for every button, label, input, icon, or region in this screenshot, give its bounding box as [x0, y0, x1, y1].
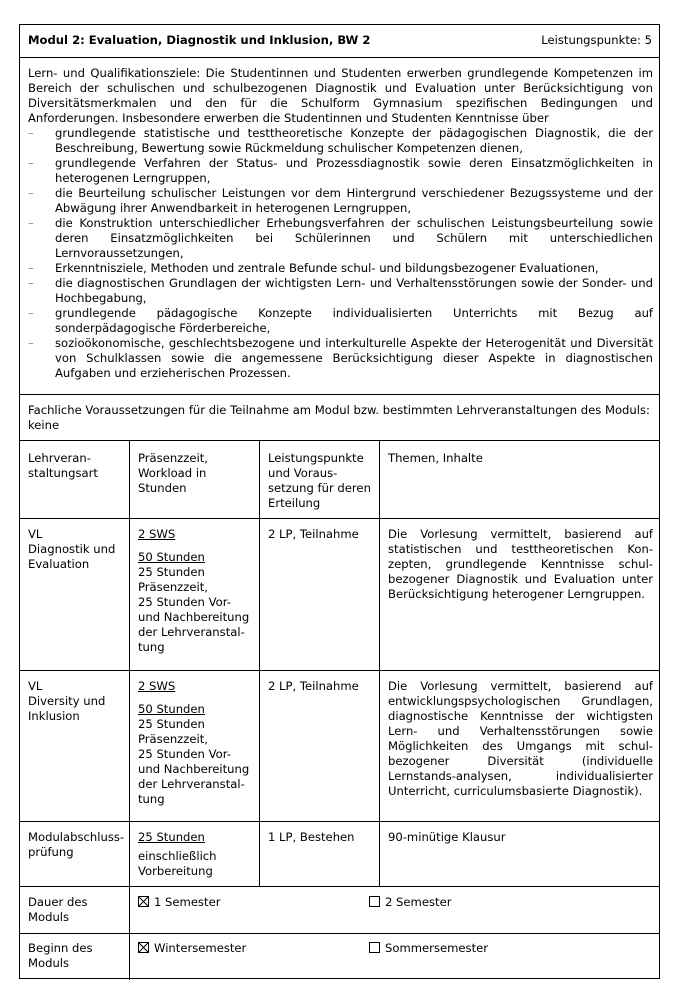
row2-content: Die Vorlesung vermittelt, basierend auf entwicklungspsychologischen Grundlagen, diagnostische Kenntnisse der wichtigsten Lern- und Verhaltensstörungen sowie Möglichkeiten des Umgangs mit schul-bezogener Diversität (individuelle Lernstands-analysen, individualisierter Unterricht, curriculumsbasierte Diagnostik). — [388, 679, 653, 798]
row1-credits: 2 LP, Teilnahme — [268, 527, 359, 541]
start-option-1-label: Wintersemester — [154, 941, 247, 955]
start-option-2[interactable] — [369, 941, 589, 956]
learning-goal-item — [28, 126, 653, 156]
learning-goal-item — [28, 216, 653, 261]
row3-workload — [138, 830, 260, 879]
learning-goal-item — [28, 186, 653, 216]
module-title: Modul 2: Evaluation, Diagnostik und Inklusion, BW 2 — [28, 33, 371, 47]
module-description-table — [19, 24, 660, 979]
learning-goal-item — [28, 336, 653, 381]
learning-goal-item — [28, 156, 653, 186]
row2-workload — [138, 679, 260, 807]
duration-option-1-checkbox[interactable] — [138, 896, 149, 907]
learning-goal-item — [28, 306, 653, 336]
learning-goal-text: Erkenntnisziele, Methoden und zentrale Befunde schul- und bildungsbezogener Evaluationen, — [55, 261, 599, 275]
header-course-type: Lehrveran- staltungsart — [28, 451, 98, 480]
row2-course-type: VL Diversity und Inklusion — [28, 679, 106, 723]
bullet-dash: – — [28, 336, 34, 350]
prerequisites — [28, 403, 653, 433]
row3-course-type: Modulabschluss- prüfung — [28, 830, 125, 859]
row1-workload — [138, 527, 260, 655]
row1-hours: 50 Stunden — [138, 550, 205, 564]
row3-hours-detail: einschließlich Vorbereitung — [138, 849, 217, 878]
row1-sws: 2 SWS — [138, 527, 176, 541]
duration-option-1-label: 1 Semester — [154, 895, 221, 909]
bullet-dash: – — [28, 306, 34, 320]
bullet-dash: – — [28, 216, 34, 230]
header-content: Themen, Inhalte — [388, 451, 483, 465]
header-credits: Leistungspunkte und Voraus- setzung für deren Erteilung — [268, 451, 371, 510]
start-option-1-checkbox[interactable] — [138, 942, 149, 953]
start-label: Beginn des Moduls — [28, 941, 93, 970]
header-workload: Präsenzzeit, Workload in Stunden — [138, 451, 208, 495]
start-option-2-label: Sommersemester — [385, 941, 489, 955]
learning-goal-text: die Beurteilung schulischer Leistungen vor dem Hintergrund verschiedener Bezugssysteme und der Abwägung ihrer Anwendbarkeit in heterogenen Lerngruppen, — [55, 186, 653, 215]
bullet-dash: – — [28, 156, 34, 170]
row2-credits: 2 LP, Teilnahme — [268, 679, 359, 693]
bullet-dash: – — [28, 261, 34, 275]
start-option-2-checkbox[interactable] — [369, 942, 380, 953]
duration-label: Dauer des Moduls — [28, 895, 88, 924]
learning-goal-text: die diagnostischen Grundlagen der wichtigsten Lern- und Verhaltensstörungen sowie der Sonder- und Hochbegabung, — [55, 276, 653, 305]
module-credits: Leistungspunkte: 5 — [541, 33, 652, 47]
row1-course-type: VL Diagnostik und Evaluation — [28, 527, 116, 571]
learning-goals — [28, 66, 653, 381]
row3-credits: 1 LP, Bestehen — [268, 830, 355, 844]
duration-option-1[interactable] — [138, 895, 358, 910]
row2-sws: 2 SWS — [138, 679, 176, 693]
prerequisites-label: Fachliche Voraussetzungen für die Teilnahme am Modul bzw. bestimmten Lehrveranstaltungen des Moduls: — [28, 403, 650, 417]
learning-goal-text: die Konstruktion unterschiedlicher Erhebungsverfahren der schulischen Leistungsbeurteilung sowie deren Einsatzmöglichkeiten bei Schülerinnen und Schülern mit unterschiedlichen Lernvoraussetzungen, — [55, 216, 653, 260]
bullet-dash: – — [28, 126, 34, 140]
row2-hours-detail: 25 Stunden Präsenzzeit, 25 Stunden Vor- und Nachbereitung der Lehrveranstal- tung — [138, 717, 250, 806]
prerequisites-value: keine — [28, 418, 60, 432]
duration-option-2-label: 2 Semester — [385, 895, 452, 909]
learning-goal-text: grundlegende statistische und testtheoretische Konzepte der pädagogischen Diagnostik, die der Beschreibung, Bewertung sowie Rückmeldung schulischer Kompetenzen dienen, — [55, 126, 653, 155]
learning-goals-list — [28, 126, 653, 381]
row1-content: Die Vorlesung vermittelt, basierend auf statistischen und testtheoretischen Kon-zepten, grundlegende Kenntnisse schul-bezogener Diagnostik und Evaluation unter Berücksichtigung heterogener Lerngruppen. — [388, 527, 653, 601]
row3-content: 90-minütige Klausur — [388, 830, 506, 844]
learning-goal-text: sozioökonomische, geschlechtsbezogene und interkulturelle Aspekte der Heterogenität und Diversität von Schulklassen sowie die angemessene Berücksichtigung dieser Aspekte in diagnostischen Aufgaben und erzieherischen Prozessen. — [55, 336, 653, 380]
row3-hours: 25 Stunden — [138, 830, 205, 844]
row1-hours-detail: 25 Stunden Präsenzzeit, 25 Stunden Vor- und Nachbereitung der Lehrveranstal- tung — [138, 565, 250, 654]
learning-goal-text: grundlegende Verfahren der Status- und Prozessdiagnostik sowie deren Einsatzmöglichkeiten in heterogenen Lerngruppen, — [55, 156, 653, 185]
row2-hours: 50 Stunden — [138, 702, 205, 716]
duration-option-2[interactable] — [369, 895, 589, 910]
learning-goals-intro: Lern- und Qualifikationsziele: Die Studentinnen und Studenten erwerben grundlegende Kompetenzen im Bereich der schulischen und schulbezogenen Diagnostik und Evaluation unter Berücksichtigung von Diversitätsmerkmalen und den für die Schulform Gymnasium spezifischen Bedingungen und Anforderungen. Insbesondere erwerben die Studentinnen und Studenten Kenntnisse über — [28, 66, 653, 125]
duration-option-2-checkbox[interactable] — [369, 896, 380, 907]
learning-goal-item — [28, 261, 653, 276]
bullet-dash: – — [28, 276, 34, 290]
bullet-dash: – — [28, 186, 34, 200]
learning-goal-text: grundlegende pädagogische Konzepte individualisierten Unterrichts mit Bezug auf sonderpädagogische Förderbereiche, — [55, 306, 653, 335]
start-option-1[interactable] — [138, 941, 358, 956]
learning-goal-item — [28, 276, 653, 306]
